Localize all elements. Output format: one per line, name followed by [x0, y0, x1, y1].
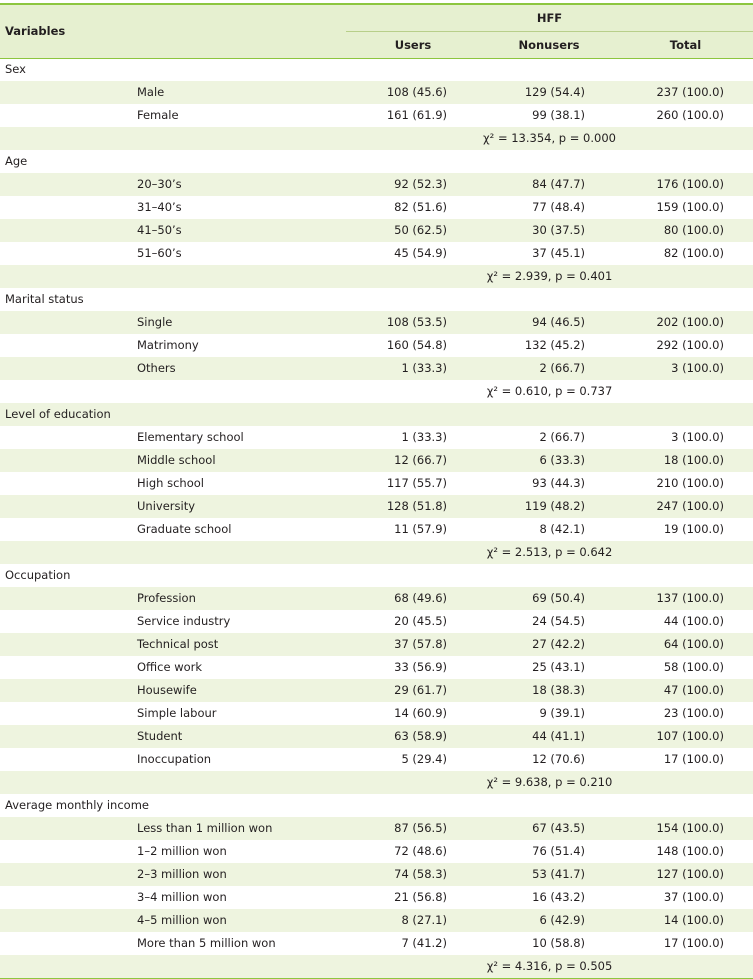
row-label: Male [137, 85, 165, 99]
cell-users: 108 (45.6) [386, 85, 447, 99]
cell-users: 45 (54.9) [394, 246, 447, 260]
row-label: Inoccupation [137, 752, 212, 766]
cell-nonusers: 9 (39.1) [539, 706, 585, 720]
table-row [0, 219, 753, 242]
cell-users: 33 (56.9) [394, 660, 447, 674]
cell-total: 202 (100.0) [656, 315, 724, 329]
cell-total: 37 (100.0) [663, 890, 724, 904]
table-row [0, 104, 753, 127]
row-label: Matrimony [137, 338, 199, 352]
section-title: Age [5, 154, 28, 168]
cell-users: 29 (61.7) [394, 683, 447, 697]
table-row [0, 817, 753, 840]
statistic-row [0, 771, 753, 794]
cell-nonusers: 37 (45.1) [532, 246, 585, 260]
cell-nonusers: 18 (38.3) [532, 683, 585, 697]
cell-nonusers: 25 (43.1) [532, 660, 585, 674]
cell-users: 72 (48.6) [394, 844, 447, 858]
cell-nonusers: 76 (51.4) [532, 844, 585, 858]
top-rule [0, 0, 753, 4]
row-label: Single [137, 315, 173, 329]
header-group-hff: HFF [536, 11, 563, 25]
cell-total: 47 (100.0) [663, 683, 724, 697]
table-row [0, 196, 753, 219]
statistic-row [0, 265, 753, 288]
table-row [0, 679, 753, 702]
cell-total: 210 (100.0) [656, 476, 724, 490]
cell-nonusers: 53 (41.7) [532, 867, 585, 881]
table-row [0, 633, 753, 656]
cell-total: 23 (100.0) [663, 706, 724, 720]
table-row [0, 472, 753, 495]
cell-nonusers: 132 (45.2) [524, 338, 585, 352]
cell-total: 154 (100.0) [656, 821, 724, 835]
row-label: University [137, 499, 196, 513]
chi-square-statistic: χ² = 2.513, p = 0.642 [486, 545, 613, 559]
cell-total: 14 (100.0) [663, 913, 724, 927]
cell-nonusers: 24 (54.5) [532, 614, 585, 628]
cell-nonusers: 99 (38.1) [532, 108, 585, 122]
table-row [0, 311, 753, 334]
statistic-row [0, 541, 753, 564]
cell-users: 5 (29.4) [401, 752, 447, 766]
section-title-row [0, 288, 753, 311]
cell-nonusers: 30 (37.5) [532, 223, 585, 237]
row-label: Elementary school [137, 430, 244, 444]
row-label: Profession [137, 591, 196, 605]
section-title: Occupation [5, 568, 71, 582]
cell-users: 63 (58.9) [394, 729, 447, 743]
row-label: 1–2 million won [137, 844, 227, 858]
cell-total: 44 (100.0) [663, 614, 724, 628]
cell-total: 58 (100.0) [663, 660, 724, 674]
table-row [0, 932, 753, 955]
row-label: Office work [137, 660, 203, 674]
section-title-row [0, 58, 753, 81]
cell-users: 1 (33.3) [401, 361, 447, 375]
cell-nonusers: 44 (41.1) [532, 729, 585, 743]
table-row [0, 242, 753, 265]
cell-total: 3 (100.0) [671, 430, 724, 444]
table-row [0, 702, 753, 725]
cell-nonusers: 69 (50.4) [532, 591, 585, 605]
table-row [0, 426, 753, 449]
cell-nonusers: 67 (43.5) [532, 821, 585, 835]
table-row [0, 886, 753, 909]
cell-total: 148 (100.0) [656, 844, 724, 858]
table-row [0, 334, 753, 357]
chi-square-statistic: χ² = 2.939, p = 0.401 [486, 269, 613, 283]
table-row [0, 449, 753, 472]
row-label: 3–4 million won [137, 890, 227, 904]
row-label: Middle school [137, 453, 216, 467]
row-label: More than 5 million won [137, 936, 276, 950]
section-title: Marital status [5, 292, 84, 306]
cell-total: 247 (100.0) [656, 499, 724, 513]
table-row [0, 840, 753, 863]
cell-users: 12 (66.7) [394, 453, 447, 467]
table-row [0, 909, 753, 932]
table-row [0, 81, 753, 104]
row-label: Service industry [137, 614, 231, 628]
table-row [0, 495, 753, 518]
table-row [0, 863, 753, 886]
row-label: Graduate school [137, 522, 232, 536]
header-total: Total [669, 38, 702, 52]
section-title-row [0, 564, 753, 587]
cell-users: 50 (62.5) [394, 223, 447, 237]
cell-nonusers: 129 (54.4) [524, 85, 585, 99]
cell-total: 17 (100.0) [663, 936, 724, 950]
cell-users: 20 (45.5) [394, 614, 447, 628]
cell-users: 14 (60.9) [394, 706, 447, 720]
cell-total: 3 (100.0) [671, 361, 724, 375]
row-label: Female [137, 108, 179, 122]
cell-nonusers: 16 (43.2) [532, 890, 585, 904]
cell-users: 82 (51.6) [394, 200, 447, 214]
cell-total: 82 (100.0) [663, 246, 724, 260]
cell-nonusers: 2 (66.7) [539, 430, 585, 444]
cell-total: 107 (100.0) [656, 729, 724, 743]
cell-total: 19 (100.0) [663, 522, 724, 536]
row-label: 31–40’s [137, 200, 182, 214]
cell-users: 21 (56.8) [394, 890, 447, 904]
cell-total: 237 (100.0) [656, 85, 724, 99]
row-label: Student [137, 729, 183, 743]
cell-total: 80 (100.0) [663, 223, 724, 237]
cell-total: 137 (100.0) [656, 591, 724, 605]
cell-users: 74 (58.3) [394, 867, 447, 881]
cell-users: 92 (52.3) [394, 177, 447, 191]
cell-users: 1 (33.3) [401, 430, 447, 444]
row-label: 51–60’s [137, 246, 182, 260]
cell-nonusers: 93 (44.3) [532, 476, 585, 490]
cell-nonusers: 119 (48.2) [524, 499, 585, 513]
cell-users: 7 (41.2) [401, 936, 447, 950]
row-label: 20–30’s [137, 177, 182, 191]
cell-users: 11 (57.9) [394, 522, 447, 536]
section-title: Average monthly income [5, 798, 149, 812]
cell-users: 37 (57.8) [394, 637, 447, 651]
chi-square-statistic: χ² = 0.610, p = 0.737 [486, 384, 613, 398]
chi-square-statistic: χ² = 9.638, p = 0.210 [486, 775, 613, 789]
cell-total: 292 (100.0) [656, 338, 724, 352]
table-row [0, 725, 753, 748]
cell-nonusers: 77 (48.4) [532, 200, 585, 214]
table-row [0, 748, 753, 771]
cell-total: 260 (100.0) [656, 108, 724, 122]
section-title-row [0, 150, 753, 173]
cell-users: 161 (61.9) [386, 108, 447, 122]
cell-total: 18 (100.0) [663, 453, 724, 467]
cell-users: 68 (49.6) [394, 591, 447, 605]
cell-users: 8 (27.1) [401, 913, 447, 927]
cell-nonusers: 84 (47.7) [532, 177, 585, 191]
header-variables: Variables [5, 24, 66, 38]
statistic-row [0, 127, 753, 150]
row-label: Technical post [137, 637, 219, 651]
row-label: 4–5 million won [137, 913, 227, 927]
cell-users: 87 (56.5) [394, 821, 447, 835]
cell-users: 128 (51.8) [386, 499, 447, 513]
cell-nonusers: 27 (42.2) [532, 637, 585, 651]
row-label: High school [137, 476, 204, 490]
cell-total: 127 (100.0) [656, 867, 724, 881]
table-row [0, 656, 753, 679]
table-row [0, 587, 753, 610]
row-label: Simple labour [137, 706, 217, 720]
header-users: Users [394, 38, 432, 52]
chi-square-statistic: χ² = 4.316, p = 0.505 [486, 959, 613, 973]
cell-total: 159 (100.0) [656, 200, 724, 214]
cell-total: 64 (100.0) [663, 637, 724, 651]
row-label: 2–3 million won [137, 867, 227, 881]
section-title: Level of education [5, 407, 111, 421]
cell-total: 176 (100.0) [656, 177, 724, 191]
row-label: Less than 1 million won [137, 821, 273, 835]
cell-nonusers: 6 (33.3) [539, 453, 585, 467]
section-title-row [0, 403, 753, 426]
cell-nonusers: 10 (58.8) [532, 936, 585, 950]
section-title: Sex [5, 62, 26, 76]
chi-square-statistic: χ² = 13.354, p = 0.000 [483, 131, 616, 145]
header-nonusers: Nonusers [518, 38, 580, 52]
cell-users: 160 (54.8) [386, 338, 447, 352]
table-header [0, 5, 753, 59]
section-title-row [0, 794, 753, 817]
row-label: Others [137, 361, 176, 375]
cell-nonusers: 6 (42.9) [539, 913, 585, 927]
cell-users: 108 (53.5) [386, 315, 447, 329]
row-label: 41–50’s [137, 223, 182, 237]
cell-users: 117 (55.7) [386, 476, 447, 490]
table-row [0, 173, 753, 196]
cell-nonusers: 2 (66.7) [539, 361, 585, 375]
cell-nonusers: 12 (70.6) [532, 752, 585, 766]
row-label: Housewife [137, 683, 197, 697]
table-row [0, 610, 753, 633]
cell-nonusers: 8 (42.1) [539, 522, 585, 536]
header-group-rule [346, 31, 753, 32]
statistic-row [0, 380, 753, 403]
table-row [0, 357, 753, 380]
cell-total: 17 (100.0) [663, 752, 724, 766]
cell-nonusers: 94 (46.5) [532, 315, 585, 329]
table-row [0, 518, 753, 541]
